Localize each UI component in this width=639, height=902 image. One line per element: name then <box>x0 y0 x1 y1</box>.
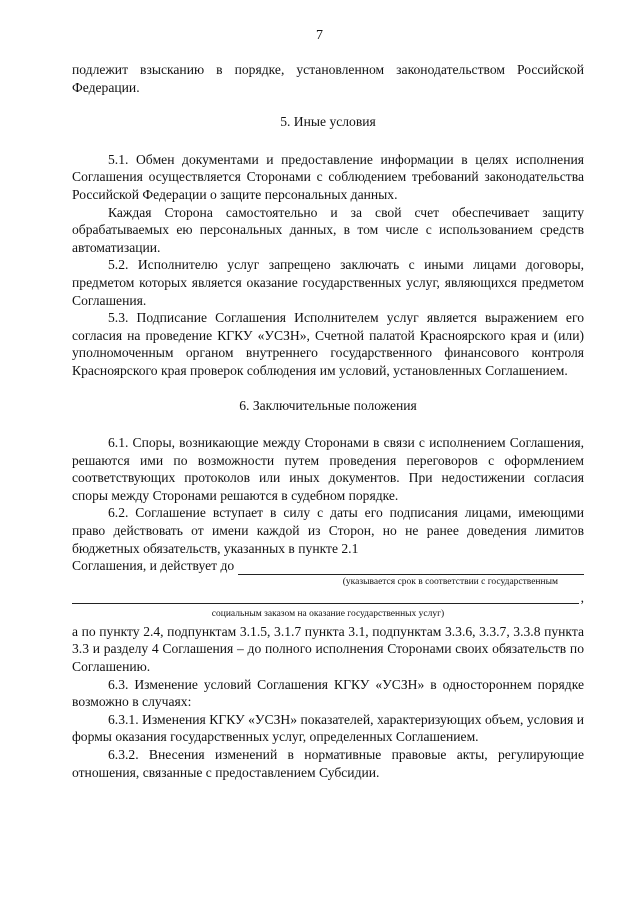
line-comma: , <box>580 589 584 605</box>
clause-6-3-1: 6.3.1. Изменения КГКУ «УСЗН» показателей, характеризующих объем, условия и формы оказания государственных услуг, определенных Соглашением. <box>72 711 584 745</box>
footnote-term-hint-2: социальным заказом на оказание государственных услуг) <box>211 608 445 619</box>
section-5-heading: 5. Иные условия <box>280 114 376 130</box>
blank-underline <box>238 561 584 575</box>
clause-6-3: 6.3. Изменение условий Соглашения КГКУ «УСЗН» в одностороннем порядке возможно в случаях: <box>72 676 584 710</box>
clause-5-3: 5.3. Подписание Соглашения Исполнителем услуг является выражением его согласия на проведение КГКУ «УСЗН», Счетной палатой Красноярского края и (или) уполномоченным органом внутреннего государственного финансового контроля Красноярского края проверок соблюдения им условий, установленных Соглашением. <box>72 310 584 378</box>
clause-5-2: 5.2. Исполнителю услуг запрещено заключать с иными лицами договоры, предметом которых является оказание государственных услуг, являющихся предметом Соглашения. <box>72 257 584 308</box>
section-6-heading: 6. Заключительные положения <box>239 397 417 413</box>
clause-6-2-continued: а по пункту 2.4, подпунктам 3.1.5, 3.1.7 пункта 3.1, подпунктам 3.3.6, 3.3.7, 3.3.8 пункта 3.3 и разделу 4 Соглашения – до полного исполнения Сторонами своих обязательств по Соглашению. <box>72 623 584 675</box>
page-number: 7 <box>316 28 323 43</box>
clause-5-1: 5.1. Обмен документами и предоставление информации в целях исполнения Соглашения осуществляется Сторонами с соблюдением требований законодательства Российской Федерации о защите персональных данных. <box>72 151 584 202</box>
clause-6-1: 6.1. Споры, возникающие между Сторонами в связи с исполнением Соглашения, решаются ими по возможности путем проведения переговоров с оформлением соответствующих протоколов или иных документов. При недостижении согласия споры между Сторонами решаются в судебном порядке. <box>72 435 584 503</box>
document-body <box>72 61 584 781</box>
intro-paragraph: подлежит взысканию в порядке, установленном законодательством Российской Федерации. <box>72 62 584 95</box>
blank-underline-2 <box>72 595 579 604</box>
term-fill-line <box>72 557 584 575</box>
term-fill-line-2 <box>72 589 584 605</box>
clause-6-2-last-line: Соглашения, и действует до <box>72 558 235 574</box>
clause-6-2: 6.2. Соглашение вступает в силу с даты его подписания лицами, имеющими право действовать от имени каждой из Сторон, но не ранее доведения лимитов бюджетных обязательств, указанных в пункте 2.1 <box>72 505 584 556</box>
clause-5-1-data-protection: Каждая Сторона самостоятельно и за свой счет обеспечивает защиту обрабатываемых ею персональных данных, в том числе с использованием средств автоматизации. <box>72 204 584 255</box>
footnote-term-hint: (указывается срок в соответствии с государственным <box>342 576 558 587</box>
clause-6-3-2: 6.3.2. Внесения изменений в нормативные правовые акты, регулирующие отношения, связанные с предоставлением Субсидии. <box>72 747 584 780</box>
